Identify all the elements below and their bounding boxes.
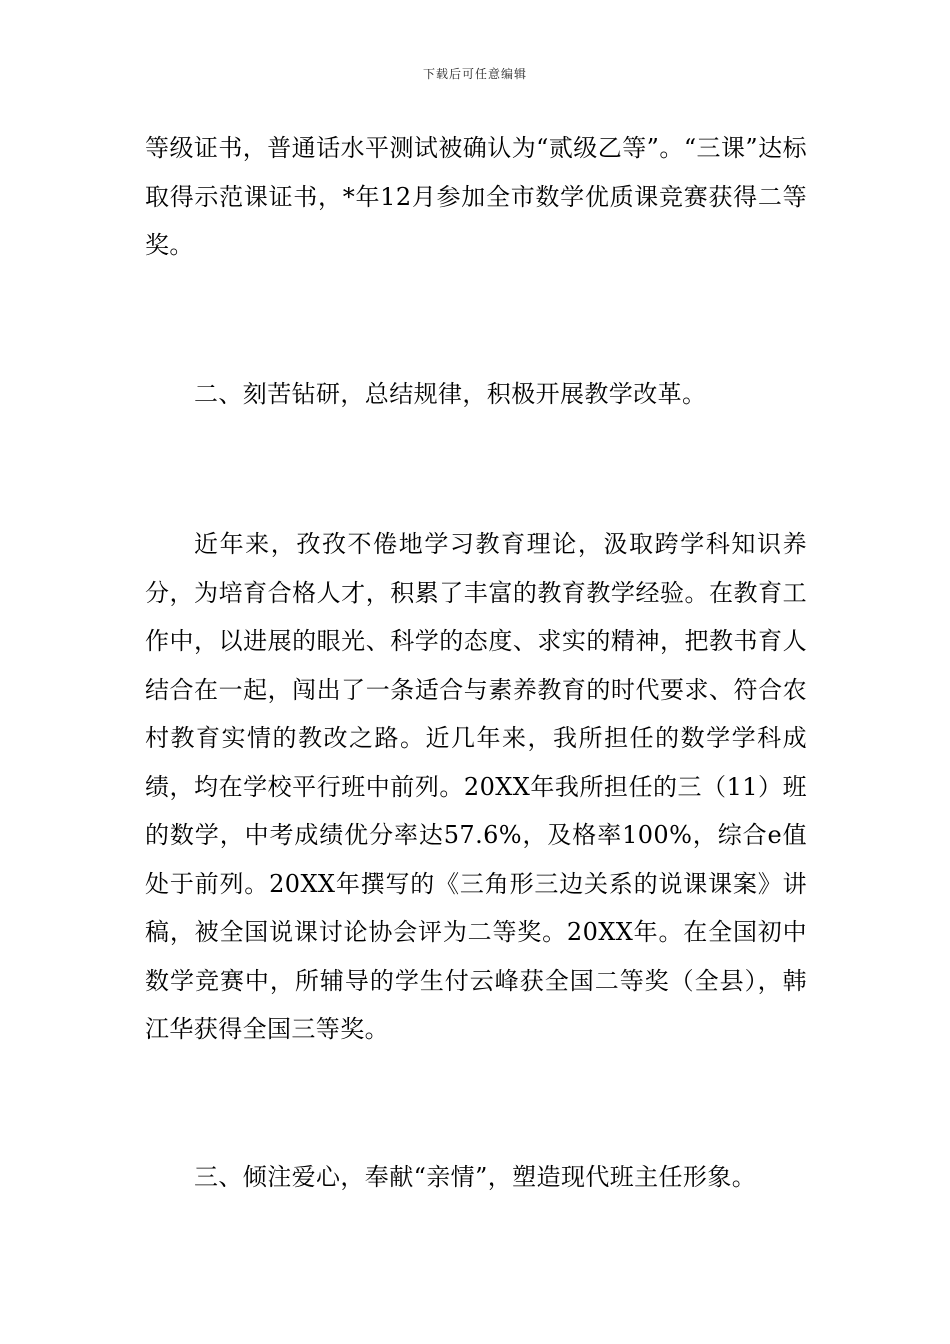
paragraph-teaching-reform: 近年来，孜孜不倦地学习教育理论，汲取跨学科知识养分，为培育合格人才，积累了丰富的教育教学经验。在教育工作中，以进展的眼光、科学的态度、求实的精神，把教书育人结合在一起，闯出了一条适合与素养教育的时代要求、符合农村教育实情的教改之路。近几年来，我所担任的数学学科成绩，均在学校平行班中前列。20XX年我所担任的三（11）班的数学，中考成绩优分率达57.6%，及格率100%，综合e值处于前列。20XX年撰写的《三角形三边关系的说课课案》讲稿，被全国说课讨论协会评为二等奖。20XX年。在全国初中数学竞赛中，所辅导的学生付云峰获全国二等奖（全县），韩江华获得全国三等奖。 — [145, 530, 807, 1043]
section-heading-2: 二、刻苦钻研，总结规律，积极开展教学改革。 — [194, 379, 707, 408]
paragraph-certificates: 等级证书，普通话水平测试被确认为“贰级乙等”。“三课”达标取得示范课证书，*年12月参加全市数学优质课竞赛获得二等奖。 — [145, 134, 807, 259]
header-note: 下载后可任意编辑 — [422, 67, 527, 81]
document-body — [145, 124, 807, 1201]
section-heading-3: 三、倾注爱心，奉献“亲情”，塑造现代班主任形象。 — [194, 1162, 757, 1191]
